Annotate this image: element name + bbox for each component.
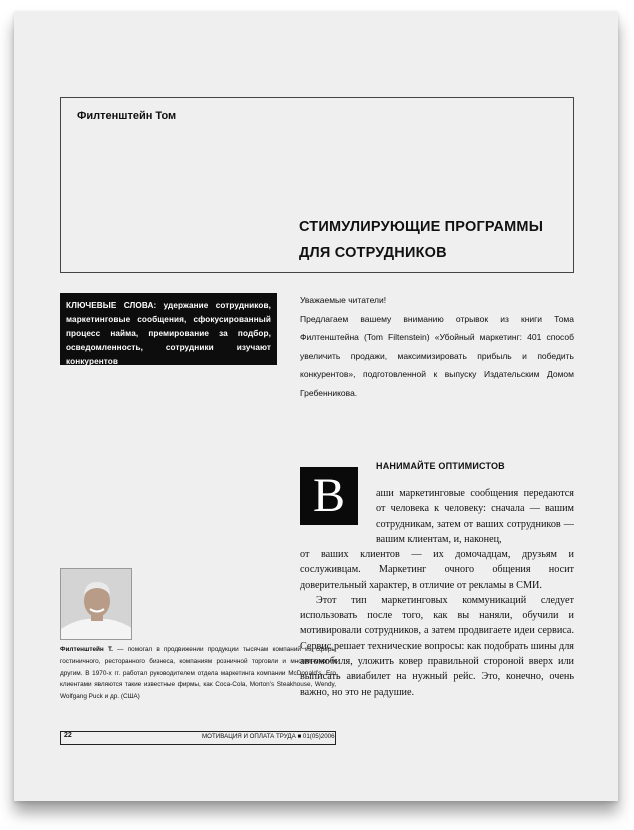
journal-title: МОТИВАЦИЯ И ОПЛАТА ТРУДА ■ 01(05)2006 bbox=[202, 733, 335, 740]
author-name: Филтенштейн Том bbox=[77, 110, 177, 122]
bio-text: — помогал в продвижении продукции тысячам компаний из сферы гостиничного, ресторанного бизнеса, компаниям розничной торговли и многим-многим другим. В 1970-х гг. работал руководителем отдела маркетинга компании McDonald’s. Его клиентами являются такие известные фирмы, как Coca-Cola, Morton’s Steakhouse, Wendy, Wolfgang Puck и др. (США) bbox=[60, 646, 336, 701]
intro-greeting: Уважаемые читатели! bbox=[300, 295, 387, 305]
author-photo bbox=[60, 568, 132, 640]
footer-rule bbox=[60, 731, 61, 745]
body-column bbox=[300, 547, 574, 700]
page-number: 22 bbox=[64, 732, 72, 739]
author-bio bbox=[60, 644, 336, 703]
body-paragraph-2: Этот тип маркетинговых коммуникаций следует использовать после того, как вы наняли, обучили и мотивировали сотрудников, а затем продвигаете идеи сервиса. Сервис решает технические вопросы: как подобрать шины для автомобиля, уложить ковер правильной стороной вверх или выписать авиабилет на нужный рейс. Это, конечно, очень важно, но это не радушие. bbox=[300, 594, 574, 698]
bio-name: Филтенштейн Т. bbox=[60, 646, 113, 653]
title-line-1: СТИМУЛИРУЮЩИЕ ПРОГРАММЫ bbox=[299, 219, 544, 235]
article-title bbox=[299, 214, 543, 266]
intro bbox=[300, 291, 574, 402]
keywords-box: КЛЮЧЕВЫЕ СЛОВА: удержание сотрудников, маркетинговые сообщения, сфокусированный процесс найма, премирование за подбор, осведомленность, сотрудники изучают конкурентов bbox=[60, 293, 277, 365]
magazine-page bbox=[14, 11, 618, 801]
author-portrait-icon bbox=[61, 569, 132, 640]
footer-rule bbox=[335, 731, 336, 745]
header-box bbox=[60, 97, 574, 273]
intro-paragraph: Предлагаем вашему вниманию отрывок из книги Тома Филтенштейна (Tom Filtenstein) «Убойный маркетинг: 401 способ увеличить продажи, максимизировать прибыль и победить конкурентов», подготовленной к выпуску Издательским Домом Гребенникова. bbox=[300, 313, 574, 398]
footer-rule bbox=[60, 731, 336, 732]
body-paragraph-1b: от ваших клиентов — их домочадцам, друзьям и сослуживцам. Маркетинг очного общения носит доверительный характер, в отличие от рекламы в СМИ. bbox=[300, 549, 574, 591]
body-paragraph-1a: аши маркетинговые сообщения передаются от человека к человеку: сначала — вашим сотрудникам, затем от ваших сотрудников — вашим клиентам, и, наконец, bbox=[376, 488, 574, 545]
footer-rule bbox=[60, 744, 336, 745]
title-line-2: ДЛЯ СОТРУДНИКОВ bbox=[299, 245, 447, 261]
drop-cap: В bbox=[300, 467, 358, 525]
section-heading: НАНИМАЙТЕ ОПТИМИСТОВ bbox=[376, 461, 505, 471]
